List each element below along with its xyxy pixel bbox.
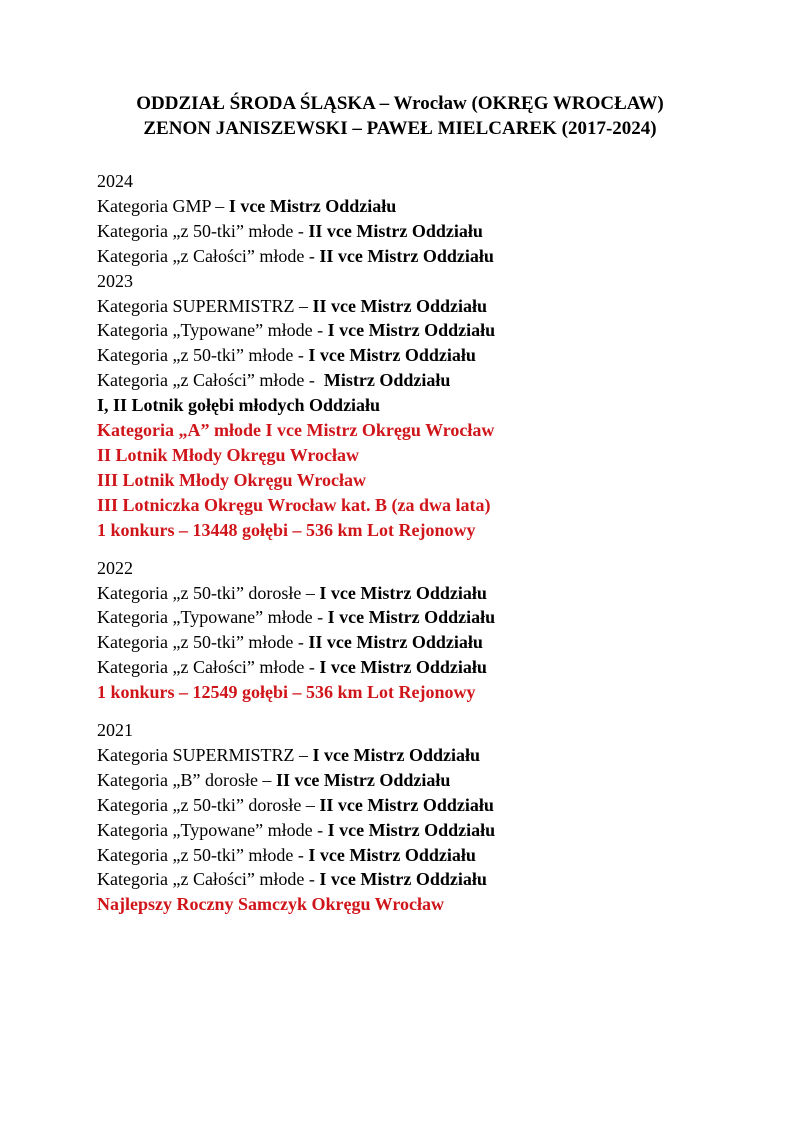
achievement-category-text: Kategoria SUPERMISTRZ – <box>97 295 313 316</box>
year-heading: 2023 <box>97 270 133 291</box>
year-heading: 2022 <box>97 557 133 578</box>
sections-container <box>97 169 710 917</box>
achievement-line <box>97 793 710 818</box>
achievement-result-text: I vce Mistrz Oddziału <box>327 320 496 341</box>
achievement-line <box>97 867 710 892</box>
achievement-category-text: Kategoria „z Całości” młode - <box>97 245 320 266</box>
achievement-line <box>97 768 710 793</box>
achievement-category-text: Kategoria „Typowane” młode - <box>97 607 328 628</box>
achievement-line <box>97 743 710 768</box>
achievement-result-text: II vce Mistrz Oddziału <box>308 632 483 653</box>
achievement-line <box>97 818 710 843</box>
achievement-result-text: II vce Mistrz Oddziału <box>312 295 487 316</box>
achievement-line <box>97 843 710 868</box>
achievement-line <box>97 630 710 655</box>
achievement-line <box>97 493 710 518</box>
achievement-line <box>97 581 710 606</box>
achievement-line <box>97 219 710 244</box>
achievement-category-text: Kategoria „z 50-tki” młode - <box>97 220 309 241</box>
achievement-line <box>97 892 710 917</box>
achievement-result-text: II Lotnik Młody Okręgu Wrocław <box>97 444 360 465</box>
year-section-2024 <box>97 169 710 269</box>
achievement-line <box>97 468 710 493</box>
doc-title: ODDZIAŁ ŚRODA ŚLĄSKA – Wrocław (OKRĘG WROCŁAW) <box>136 93 664 114</box>
achievement-result-text: I vce Mistrz Oddziału <box>319 582 487 603</box>
achievement-line <box>97 518 710 543</box>
achievement-result-text: II vce Mistrz Oddziału <box>275 769 451 790</box>
achievement-line <box>97 343 710 368</box>
achievement-line <box>97 393 710 418</box>
achievement-result-text: Najlepszy Roczny Samczyk Okręgu Wrocław <box>97 894 444 915</box>
achievement-line <box>97 605 710 630</box>
achievement-line <box>97 244 710 269</box>
achievement-category-text: Kategoria SUPERMISTRZ – <box>97 744 313 765</box>
achievement-category-text: Kategoria „z Całości” młode - <box>97 657 320 678</box>
achievement-category-text: Kategoria „Typowane” młode - <box>97 320 328 341</box>
achievement-line <box>97 318 710 343</box>
achievement-result-text: I vce Mistrz Oddziału <box>319 657 487 678</box>
achievement-result-text: II vce Mistrz Oddziału <box>319 245 494 266</box>
doc-subtitle: ZENON JANISZEWSKI – PAWEŁ MIELCAREK (2017-2024) <box>143 118 657 139</box>
achievement-result-text: II vce Mistrz Oddziału <box>308 220 483 241</box>
achievement-result-text: 1 konkurs – 13448 gołębi – 536 km Lot Rejonowy <box>97 519 476 540</box>
achievement-result-text: Kategoria „A” młode I vce Mistrz Okręgu Wrocław <box>97 420 495 441</box>
year-section-2021 <box>97 718 710 917</box>
achievement-line <box>97 680 710 705</box>
achievement-line <box>97 443 710 468</box>
achievement-result-text: II vce Mistrz Oddziału <box>319 794 494 815</box>
achievement-category-text: Kategoria „z Całości” młode - <box>97 370 324 391</box>
achievement-category-text: Kategoria GMP – <box>97 195 229 216</box>
achievement-result-text: I vce Mistrz Oddziału <box>228 195 397 216</box>
achievement-category-text: Kategoria „z 50-tki” młode - <box>97 345 309 366</box>
achievement-result-text: I vce Mistrz Oddziału <box>312 744 480 765</box>
achievement-result-text: I, II Lotnik gołębi młodych Oddziału <box>97 395 381 416</box>
achievement-result-text: I vce Mistrz Oddziału <box>319 869 487 890</box>
achievement-category-text: Kategoria „z 50-tki” dorosłe – <box>97 794 320 815</box>
achievement-category-text: Kategoria „z 50-tki” młode - <box>97 632 309 653</box>
achievement-result-text: III Lotnik Młody Okręgu Wrocław <box>97 469 367 490</box>
achievement-line <box>97 194 710 219</box>
achievement-result-text: III Lotniczka Okręgu Wrocław kat. B (za dwa lata) <box>97 494 491 515</box>
achievement-result-text: 1 konkurs – 12549 gołębi – 536 km Lot Rejonowy <box>97 682 476 703</box>
year-heading: 2024 <box>97 171 133 191</box>
year-section-2022 <box>97 556 710 705</box>
year-section-2023 <box>97 269 710 543</box>
achievement-result-text: I vce Mistrz Oddziału <box>327 607 496 628</box>
achievement-result-text: I vce Mistrz Oddziału <box>308 345 476 366</box>
achievement-category-text: Kategoria „B” dorosłe – <box>97 769 276 790</box>
achievement-result-text: I vce Mistrz Oddziału <box>308 844 476 865</box>
achievement-category-text: Kategoria „Typowane” młode - <box>97 819 328 840</box>
achievement-category-text: Kategoria „z 50-tki” dorosłe – <box>97 582 320 603</box>
achievement-result-text: Mistrz Oddziału <box>323 370 451 391</box>
achievement-line <box>97 294 710 319</box>
achievement-line <box>97 418 710 443</box>
document-header <box>90 91 710 141</box>
achievement-category-text: Kategoria „z Całości” młode - <box>97 869 320 890</box>
achievement-line <box>97 655 710 680</box>
achievement-category-text: Kategoria „z 50-tki” młode - <box>97 844 309 865</box>
achievement-line <box>97 368 710 393</box>
achievement-result-text: I vce Mistrz Oddziału <box>327 819 496 840</box>
year-heading: 2021 <box>97 720 133 741</box>
